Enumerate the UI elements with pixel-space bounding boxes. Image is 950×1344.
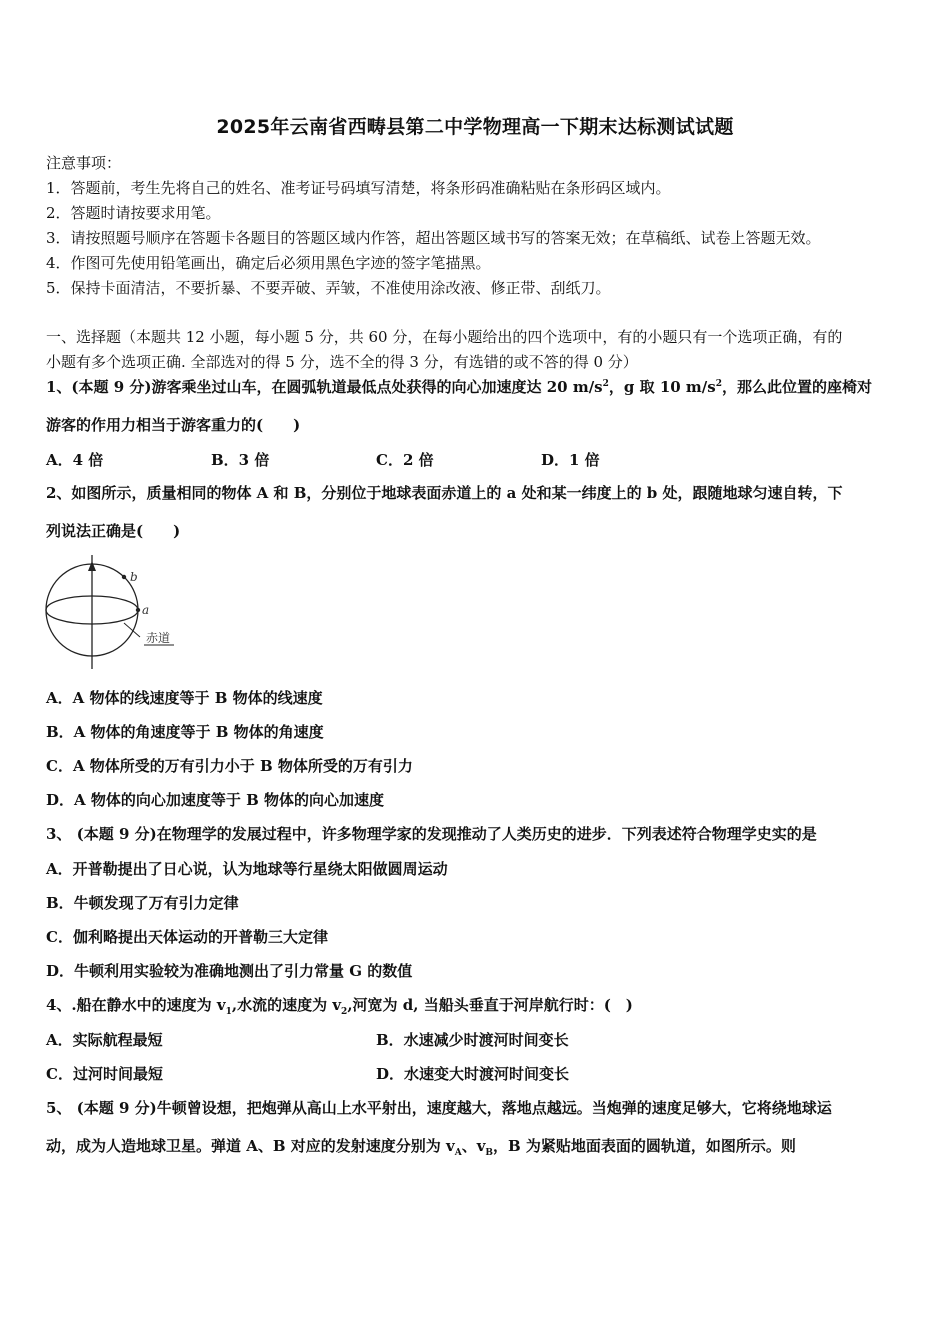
q5-sub-b: B bbox=[485, 1148, 494, 1158]
point-b bbox=[122, 575, 126, 579]
q1-option-d[interactable]: D．1 倍 bbox=[541, 451, 600, 469]
q5-sub-a: A bbox=[454, 1148, 462, 1158]
q4-option-c[interactable]: C．过河时间最短 bbox=[46, 1065, 163, 1083]
q1-option-b[interactable]: B．3 倍 bbox=[211, 451, 270, 469]
q1-text-a: 1、(本题 9 分)游客乘坐过山车，在圆弧轨道最低点处获得的向心加速度达 20 m/s bbox=[46, 378, 603, 396]
section-instructions-line2: 小题有多个选项正确. 全部选对的得 5 分，选不全的得 3 分，有选错的或不答的得 0 分） bbox=[46, 353, 638, 371]
q3-option-d[interactable]: D．牛顿利用实验较为准确地测出了引力常量 G 的数值 bbox=[46, 962, 413, 980]
q4-text-b: ,水流的速度为 v bbox=[231, 996, 342, 1014]
notice-item: 3．请按照题号顺序在答题卡各题目的答题区域内作答，超出答题区域书写的答案无效；在草稿纸、试卷上答题无效。 bbox=[46, 229, 821, 247]
page-title: 2025年云南省西畴县第二中学物理高一下期末达标测试试题 bbox=[216, 116, 734, 138]
question-2-stem-line2: 列说法正确是( ) bbox=[46, 522, 181, 540]
axis-arrow-icon bbox=[88, 561, 96, 571]
earth-rotation-figure bbox=[40, 553, 190, 673]
q1-sup-1: 2 bbox=[602, 379, 609, 389]
q1-text-b: ，g 取 10 m/s bbox=[608, 378, 716, 396]
q1-text-c: ，那么此位置的座椅对 bbox=[722, 378, 873, 396]
q5-text-c: ，B 为紧贴地面表面的圆轨道，如图所示。则 bbox=[493, 1137, 796, 1155]
q5-text-a: 动，成为人造地球卫星。弹道 A、B 对应的发射速度分别为 v bbox=[46, 1137, 455, 1155]
q2-option-d[interactable]: D．A 物体的向心加速度等于 B 物体的向心加速度 bbox=[46, 791, 384, 809]
question-1-stem-line2: 游客的作用力相当于游客重力的( ) bbox=[46, 416, 301, 434]
label-b: b bbox=[130, 570, 138, 584]
notice-item: 2．答题时请按要求用笔。 bbox=[46, 204, 221, 222]
question-4-stem bbox=[46, 994, 633, 1017]
q3-option-b[interactable]: B．牛顿发现了万有引力定律 bbox=[46, 894, 239, 912]
q1-option-c[interactable]: C．2 倍 bbox=[376, 451, 434, 469]
point-a bbox=[136, 608, 140, 612]
q2-option-a[interactable]: A．A 物体的线速度等于 B 物体的线速度 bbox=[46, 689, 323, 707]
notice-item: 5．保持卡面清洁，不要折暴、不要弄破、弄皱，不准使用涂改液、修正带、刮纸刀。 bbox=[46, 279, 611, 297]
question-2-stem: 2、如图所示，质量相同的物体 A 和 B，分别位于地球表面赤道上的 a 处和某一纬度上的 b 处，跟随地球匀速自转，下 bbox=[46, 484, 843, 502]
q4-sub-1: 1 bbox=[225, 1007, 232, 1017]
q2-option-c[interactable]: C．A 物体所受的万有引力小于 B 物体所受的万有引力 bbox=[46, 757, 413, 775]
question-1-stem bbox=[46, 376, 872, 397]
q1-option-a[interactable]: A．4 倍 bbox=[46, 451, 104, 469]
q3-option-a[interactable]: A．开普勒提出了日心说，认为地球等行星绕太阳做圆周运动 bbox=[46, 860, 448, 878]
question-5-stem-line2 bbox=[46, 1135, 796, 1158]
q4-option-d[interactable]: D．水速变大时渡河时间变长 bbox=[376, 1065, 570, 1083]
q5-text-b: 、v bbox=[461, 1137, 486, 1155]
notice-item: 1．答题前，考生先将自己的姓名、准考证号码填写清楚，将条形码准确粘贴在条形码区域内。 bbox=[46, 179, 671, 197]
q2-option-b[interactable]: B．A 物体的角速度等于 B 物体的角速度 bbox=[46, 723, 324, 741]
question-3-stem: 3、 (本题 9 分)在物理学的发展过程中，许多物理学家的发现推动了人类历史的进步．下列表述符合物理学史实的是 bbox=[46, 825, 817, 843]
q4-option-a[interactable]: A．实际航程最短 bbox=[46, 1031, 163, 1049]
q4-text-c: ,河宽为 d, 当船头垂直于河岸航行时：( ) bbox=[347, 996, 633, 1014]
notice-item: 4．作图可先使用铅笔画出，确定后必须用黑色字迹的签字笔描黑。 bbox=[46, 254, 491, 272]
label-equator: 赤道 bbox=[146, 631, 171, 645]
q1-sup-2: 2 bbox=[715, 379, 722, 389]
section-instructions-line1: 一、选择题（本题共 12 小题，每小题 5 分，共 60 分，在每小题给出的四个选项中，有的小题只有一个选项正确，有的 bbox=[46, 328, 843, 346]
q4-sub-2: 2 bbox=[341, 1007, 348, 1017]
label-a: a bbox=[142, 603, 150, 617]
q4-text-a: 4、.船在静水中的速度为 v bbox=[46, 996, 226, 1014]
notice-header: 注意事项： bbox=[46, 154, 122, 172]
question-5-stem: 5、 (本题 9 分)牛顿曾设想，把炮弹从高山上水平射出，速度越大，落地点越远。当炮弹的速度足够大，它将绕地球运 bbox=[46, 1099, 832, 1117]
q3-option-c[interactable]: C．伽利略提出天体运动的开普勒三大定律 bbox=[46, 928, 328, 946]
equator-pointer-line bbox=[124, 623, 140, 637]
q4-option-b[interactable]: B．水速减少时渡河时间变长 bbox=[376, 1031, 569, 1049]
